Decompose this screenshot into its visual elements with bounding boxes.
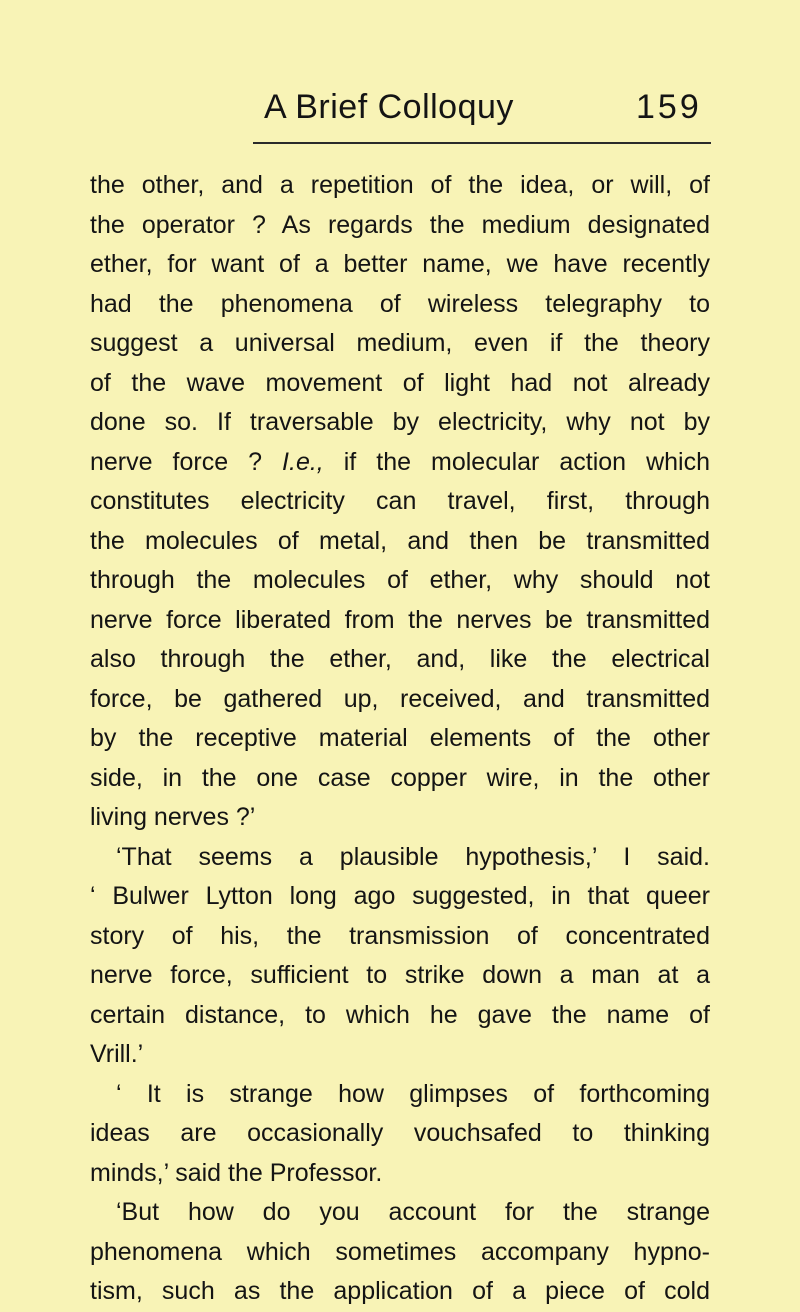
- page-number: 159: [636, 88, 702, 126]
- text-line: constitutes electricity can travel, first, through: [90, 487, 710, 515]
- text-line: side, in the one case copper wire, in the other: [90, 763, 710, 792]
- text-line: nerve force ? I.e., if the molecular action which: [90, 447, 711, 476]
- text-line: ideas are occasionally vouchsafed to thinking: [90, 1119, 710, 1147]
- text-line: also through the ether, and, like the electrical: [90, 645, 710, 673]
- text-line: living nerves ?’: [90, 803, 256, 831]
- text-line: by the receptive material elements of the other: [90, 724, 710, 752]
- text-line: certain distance, to which he gave the name of: [90, 1000, 710, 1029]
- text-line: Vrill.’: [90, 1040, 144, 1068]
- text-line: force, be gathered up, received, and transmitted: [90, 684, 710, 713]
- text-line: the other, and a repetition of the idea, or will, of: [90, 171, 710, 199]
- text-line: of the wave movement of light had not already: [90, 368, 710, 397]
- text-line: phenomena which sometimes accompany hypno-: [90, 1237, 710, 1266]
- header-rule: [253, 142, 711, 144]
- text-line: done so. If traversable by electricity, why not by: [90, 408, 710, 436]
- text-line: suggest a universal medium, even if the theory: [90, 329, 710, 357]
- running-head: A Brief Colloquy: [264, 88, 514, 126]
- text-line: ‘But how do you account for the strange: [116, 1198, 710, 1226]
- text-line: tism, such as the application of a piece of cold: [90, 1277, 710, 1305]
- italic-abbreviation: I.e.,: [282, 447, 324, 476]
- text-line: nerve force, sufficient to strike down a man at a: [90, 961, 710, 989]
- text-line: had the phenomena of wireless telegraphy to: [90, 289, 710, 318]
- text-line: minds,’ said the Professor.: [90, 1158, 383, 1187]
- text-line: ether, for want of a better name, we have recently: [90, 250, 710, 278]
- page-header: [0, 88, 800, 138]
- text-line: the molecules of metal, and then be transmitted: [90, 526, 710, 555]
- text-line: nerve force liberated from the nerves be transmitted: [90, 605, 710, 634]
- text-line: story of his, the transmission of concentrated: [90, 921, 710, 950]
- text-line: through the molecules of ether, why should not: [90, 566, 710, 594]
- text-line: ‘That seems a plausible hypothesis,’ I said.: [116, 842, 710, 871]
- text-line: ‘ It is strange how glimpses of forthcoming: [116, 1079, 710, 1108]
- body-text: [90, 166, 710, 1312]
- text-line: ‘ Bulwer Lytton long ago suggested, in that queer: [90, 882, 710, 910]
- text-line: the operator ? As regards the medium designated: [90, 210, 710, 239]
